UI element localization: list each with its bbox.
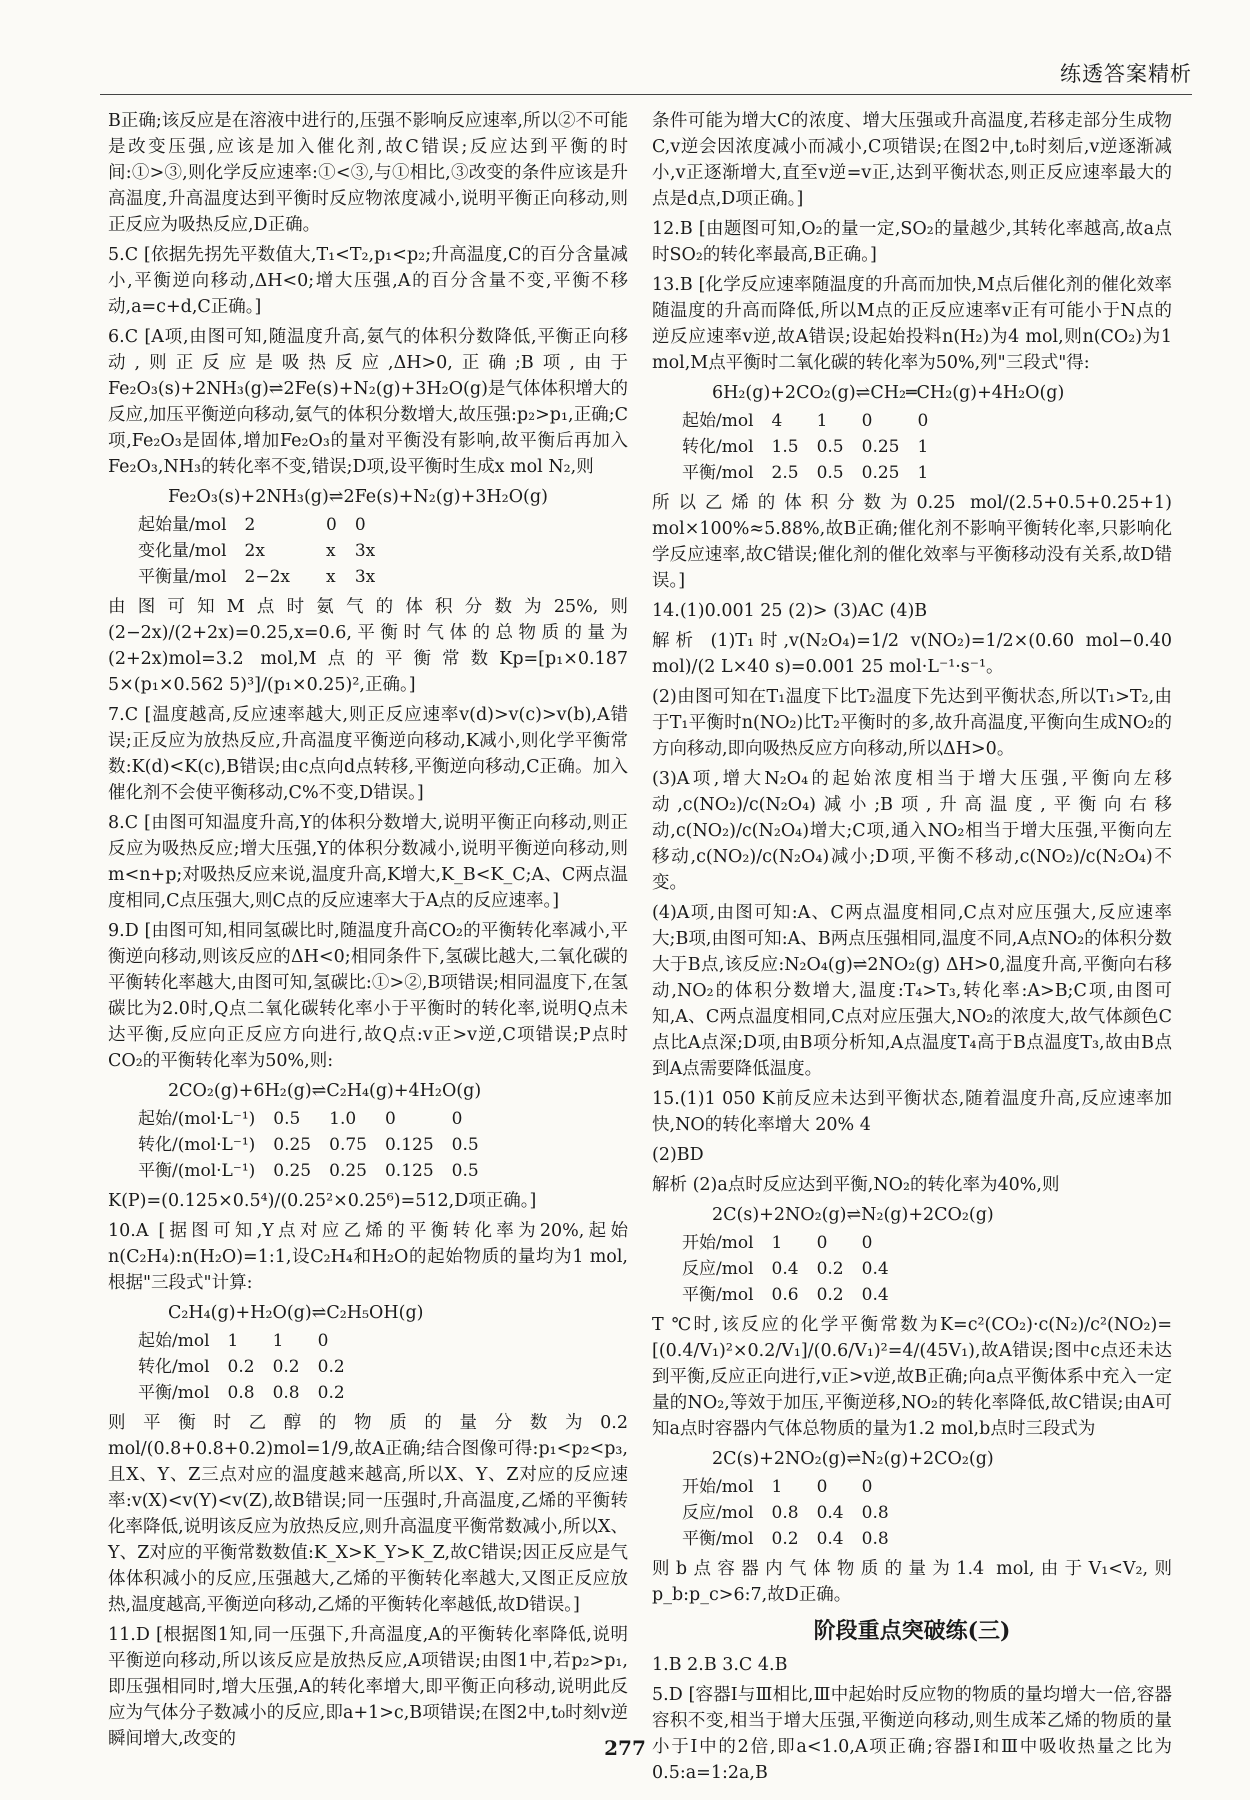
section-answer-5: 5.D [容器Ⅰ与Ⅲ相比,Ⅲ中起始时反应物的物质的量均增大一倍,容器容积不变,相当于增大压强,平衡逆向移动,则生成苯乙烯的物质的量小于Ⅰ中的2倍,即a<1.0,A项正确;容器Ⅰ和Ⅲ中吸收热量之比为0.5:a=1:2a,B bbox=[652, 1685, 1172, 1783]
table-6: 起始量/mol 2 0 0 变化量/mol 2x x 3x 平衡量/mol 2−2x x 3x bbox=[138, 515, 376, 587]
answer-6-cont: 由图可知M点时氨气的体积分数为25%,则(2−2x)/(2+2x)=0.25,x=0.6,平衡时气体的总物质的量为(2+2x)mol=3.2 mol,M点的平衡常数Kp=[p₁×0.187 5×(p₁×0.562 5)³]/(p₁×0.25)²,正确。] bbox=[108, 597, 628, 695]
equation-9: 2CO₂(g)+6H₂(g)⇌C₂H₄(g)+4H₂O(g) bbox=[168, 1081, 482, 1101]
table-15: 开始/mol 1 0 0 反应/mol 0.4 0.2 0.4 平衡/mol 0.6 0.2 0.4 bbox=[682, 1233, 889, 1305]
answer-14-analysis-1: 解析 (1)T₁时,v(N₂O₄)=1/2 v(NO₂)=1/2×(0.60 mol−0.40 mol)/(2 L×40 s)=0.001 25 mol·L⁻¹·s⁻¹。 bbox=[652, 631, 1172, 677]
page-number: 277 bbox=[604, 1736, 646, 1760]
table-13: 起始/mol 4 1 0 0 转化/mol 1.5 0.5 0.25 1 平衡/mol 2.5 0.5 0.25 1 bbox=[682, 411, 929, 483]
answer-15: 15.(1)1 050 K前反应未达到平衡状态,随着温度升高,反应速率加快,NO的转化率增大 20% 4 bbox=[652, 1089, 1172, 1135]
answer-13: 13.B [化学反应速率随温度的升高而加快,M点后催化剂的催化效率随温度的升高而降低,所以M点的正反应速率v正有可能小于N点的逆反应速率v逆,故A错误;设起始投料n(H₂)为4 mol,则n(CO₂)为1 mol,M点平衡时二氧化碳的转化率为50%,列"三段式"得: bbox=[652, 275, 1172, 373]
answer-15-end: 则b点容器内气体物质的量为1.4 mol,由于V₁<V₂,则p_b:p_c>6:7,故D正确。 bbox=[652, 1559, 1172, 1605]
answer-5: 5.C [依据先拐先平数值大,T₁<T₂,p₁<p₂;升高温度,C的百分含量减小,平衡逆向移动,ΔH<0;增大压强,A的百分含量不变,平衡不移动,a=c+d,C正确。] bbox=[108, 245, 628, 317]
answer-8: 8.C [由图可知温度升高,Y的体积分数增大,说明平衡正向移动,则正反应为吸热反应;增大压强,Y的体积分数减小,说明平衡逆向移动,则m<n+p;对吸热反应来说,温度升高,K增大,K_B<K_C;A、C两点温度相同,C点压强大,则C点的反应速率大于A点的反应速率。] bbox=[108, 813, 628, 911]
answer-9-cont: K(P)=(0.125×0.5⁴)/(0.25²×0.25⁶)=512,D项正确。] bbox=[108, 1191, 537, 1211]
running-header: 练透答案精析 bbox=[1060, 62, 1192, 86]
answer-11-cont: 条件可能为增大C的浓度、增大压强或升高温度,若移走部分生成物C,v逆会因浓度减小而减小,C项错误;在图2中,t₀时刻后,v逆逐渐减小,v正逐渐增大,直至v逆=v正,达到平衡状态,则正反应速率最大的点是d点,D项正确。] bbox=[652, 111, 1172, 209]
section-title: 阶段重点突破练(三) bbox=[813, 1618, 1011, 1644]
answer-13-cont: 所以乙烯的体积分数为0.25 mol/(2.5+0.5+0.25+1) mol×100%≈5.88%,故B正确;催化剂不影响平衡转化率,只影响化学反应速率,故C错误;催化剂的催化效率与平衡移动没有关系,故D错误。] bbox=[652, 493, 1172, 591]
equation-6: Fe₂O₃(s)+2NH₃(g)⇌2Fe(s)+N₂(g)+3H₂O(g) bbox=[168, 487, 548, 507]
right-column bbox=[652, 108, 1172, 1790]
table-10: 起始/mol 1 1 0 转化/mol 0.2 0.2 0.2 平衡/mol 0.8 0.8 0.2 bbox=[138, 1331, 345, 1403]
answer-15-cont: T ℃时,该反应的化学平衡常数为K=c²(CO₂)·c(N₂)/c²(NO₂)=[(0.4/V₁)²×0.2/V₁]/(0.6/V₁)²=4/(45V₁),故A错误;图中c点还未达到平衡,反应正向进行,v正>v逆,故B正确;向a点平衡体系中充入一定量的NO₂,等效于加压,平衡逆移,NO₂的转化率降低,故C错误;由A可知a点时容器内气体总物质的量为1.2 mol,b点时三段式为 bbox=[652, 1315, 1172, 1439]
answer-4-cont: B正确;该反应是在溶液中进行的,压强不影响反应速率,所以②不可能是改变压强,应该是加入催化剂,故C错误;反应达到平衡的时间:①>③,则化学反应速率:①<③,与①相比,③改变的条件应该是升高温度,升高温度达到平衡时反应物浓度减小,说明平衡正向移动,则正反应为吸热反应,D正确。 bbox=[108, 111, 628, 235]
answer-14-analysis-4: (4)A项,由图可知:A、C两点温度相同,C点对应压强大,反应速率大;B项,由图可知:A、B两点压强相同,温度不同,A点NO₂的体积分数大于B点,该反应:N₂O₄(g)⇌2NO₂(g) ΔH>0,温度升高,平衡向右移动,NO₂的体积分数增大,温度:T₄>T₃,转化率:A>B;C项,由图可知,A、C两点温度相同,C点对应压强大,NO₂的浓度大,故气体颜色C点比A点深;D项,由B项分析知,A点温度T₄高于B点温度T₃,故由B点到A点需要降低温度。 bbox=[652, 903, 1172, 1079]
equation-15: 2C(s)+2NO₂(g)⇌N₂(g)+2CO₂(g) bbox=[712, 1205, 994, 1225]
equation-10: C₂H₄(g)+H₂O(g)⇌C₂H₅OH(g) bbox=[168, 1303, 424, 1323]
answer-10: 10.A [据图可知,Y点对应乙烯的平衡转化率为20%,起始n(C₂H₄):n(H₂O)=1:1,设C₂H₄和H₂O的起始物质的量均为1 mol,根据"三段式"计算: bbox=[108, 1221, 628, 1293]
equation-13: 6H₂(g)+2CO₂(g)⇌CH₂═CH₂(g)+4H₂O(g) bbox=[712, 383, 1065, 403]
answer-12: 12.B [由题图可知,O₂的量一定,SO₂的量越少,其转化率越高,故a点时SO₂的转化率最高,B正确。] bbox=[652, 219, 1172, 265]
answer-14-analysis-2: (2)由图可知在T₁温度下比T₂温度下先达到平衡状态,所以T₁>T₂,由于T₁平衡时n(NO₂)比T₂平衡时的多,故升高温度,平衡向生成NO₂的方向移动,即向吸热反应方向移动,所以ΔH>0。 bbox=[652, 687, 1172, 759]
answer-15-2: (2)BD bbox=[652, 1145, 704, 1165]
section-answers-1-4: 1.B 2.B 3.C 4.B bbox=[652, 1655, 788, 1675]
table-9: 起始/(mol·L⁻¹) 0.5 1.0 0 0 转化/(mol·L⁻¹) 0.25 0.75 0.125 0.5 平衡/(mol·L⁻¹) 0.25 0.25 0.125 0.5 bbox=[138, 1109, 479, 1181]
answer-14: 14.(1)0.001 25 (2)> (3)AC (4)B bbox=[652, 601, 928, 621]
equation-15b: 2C(s)+2NO₂(g)⇌N₂(g)+2CO₂(g) bbox=[712, 1449, 994, 1469]
answer-7: 7.C [温度越高,反应速率越大,则正反应速率v(d)>v(c)>v(b),A错误;正反应为放热反应,升高温度平衡逆向移动,K减小,则化学平衡常数:K(d)<K(c),B错误;由c点向d点转移,平衡逆向移动,C正确。加入催化剂不会使平衡移动,C%不变,D错误。] bbox=[108, 705, 628, 803]
table-15b: 开始/mol 1 0 0 反应/mol 0.8 0.4 0.8 平衡/mol 0.2 0.4 0.8 bbox=[682, 1477, 889, 1549]
answer-6: 6.C [A项,由图可知,随温度升高,氨气的体积分数降低,平衡正向移动,则正反应是吸热反应,ΔH>0,正确;B项,由于Fe₂O₃(s)+2NH₃(g)⇌2Fe(s)+N₂(g)+3H₂O(g)是气体体积增大的反应,加压平衡逆向移动,氨气的体积分数增大,故压强:p₂>p₁,正确;C项,Fe₂O₃是固体,增加Fe₂O₃的量对平衡没有影响,故平衡后再加入Fe₂O₃,NH₃的转化率不变,错误;D项,设平衡时生成x mol N₂,则 bbox=[108, 327, 628, 477]
answer-10-cont: 则平衡时乙醇的物质的量分数为0.2 mol/(0.8+0.8+0.2)mol=1/9,故A正确;结合图像可得:p₁<p₂<p₃,且X、Y、Z三点对应的温度越来越高,所以X、Y、Z对应的反应速率:v(X)<v(Y)<v(Z),故B错误;同一压强时,升高温度,乙烯的平衡转化率降低,说明该反应为放热反应,则升高温度平衡常数减小,所以X、Y、Z对应的平衡常数数值:K_X>K_Y>K_Z,故C错误;因正反应是气体体积减小的反应,压强越大,乙烯的平衡转化率越大,又图正反应放热,温度越高,平衡逆向移动,乙烯的平衡转化率越低,故D错误。] bbox=[108, 1413, 628, 1615]
answer-15-analysis: 解析 (2)a点时反应达到平衡,NO₂的转化率为40%,则 bbox=[652, 1175, 1060, 1195]
answer-11: 11.D [根据图1知,同一压强下,升高温度,A的平衡转化率降低,说明平衡逆向移动,所以该反应是放热反应,A项错误;由图1中,若p₂>p₁,即压强相同时,增大压强,A的转化率增大,即平衡正向移动,说明此反应为气体分子数减小的反应,即a+1>c,B项错误;在图2中,t₀时刻v逆瞬间增大,改变的 bbox=[108, 1625, 628, 1749]
left-column bbox=[108, 108, 628, 1756]
header-rule bbox=[100, 94, 1192, 95]
answer-9: 9.D [由图可知,相同氢碳比时,随温度升高CO₂的平衡转化率减小,平衡逆向移动,则该反应的ΔH<0;相同条件下,氢碳比越大,二氧化碳的平衡转化率越大,由图可知,氢碳比:①>②,B项错误;相同温度下,在氢碳比为2.0时,Q点二氧化碳转化率小于平衡时的转化率,说明Q点未达平衡,反应向正反应方向进行,故Q点:v正>v逆,C项错误;P点时CO₂的平衡转化率为50%,则: bbox=[108, 921, 628, 1071]
answer-14-analysis-3: (3)A项,增大N₂O₄的起始浓度相当于增大压强,平衡向左移动,c(NO₂)/c(N₂O₄)减小;B项,升高温度,平衡向右移动,c(NO₂)/c(N₂O₄)增大;C项,通入NO₂相当于增大压强,平衡向左移动,c(NO₂)/c(N₂O₄)减小;D项,平衡不移动,c(NO₂)/c(N₂O₄)不变。 bbox=[652, 769, 1172, 893]
